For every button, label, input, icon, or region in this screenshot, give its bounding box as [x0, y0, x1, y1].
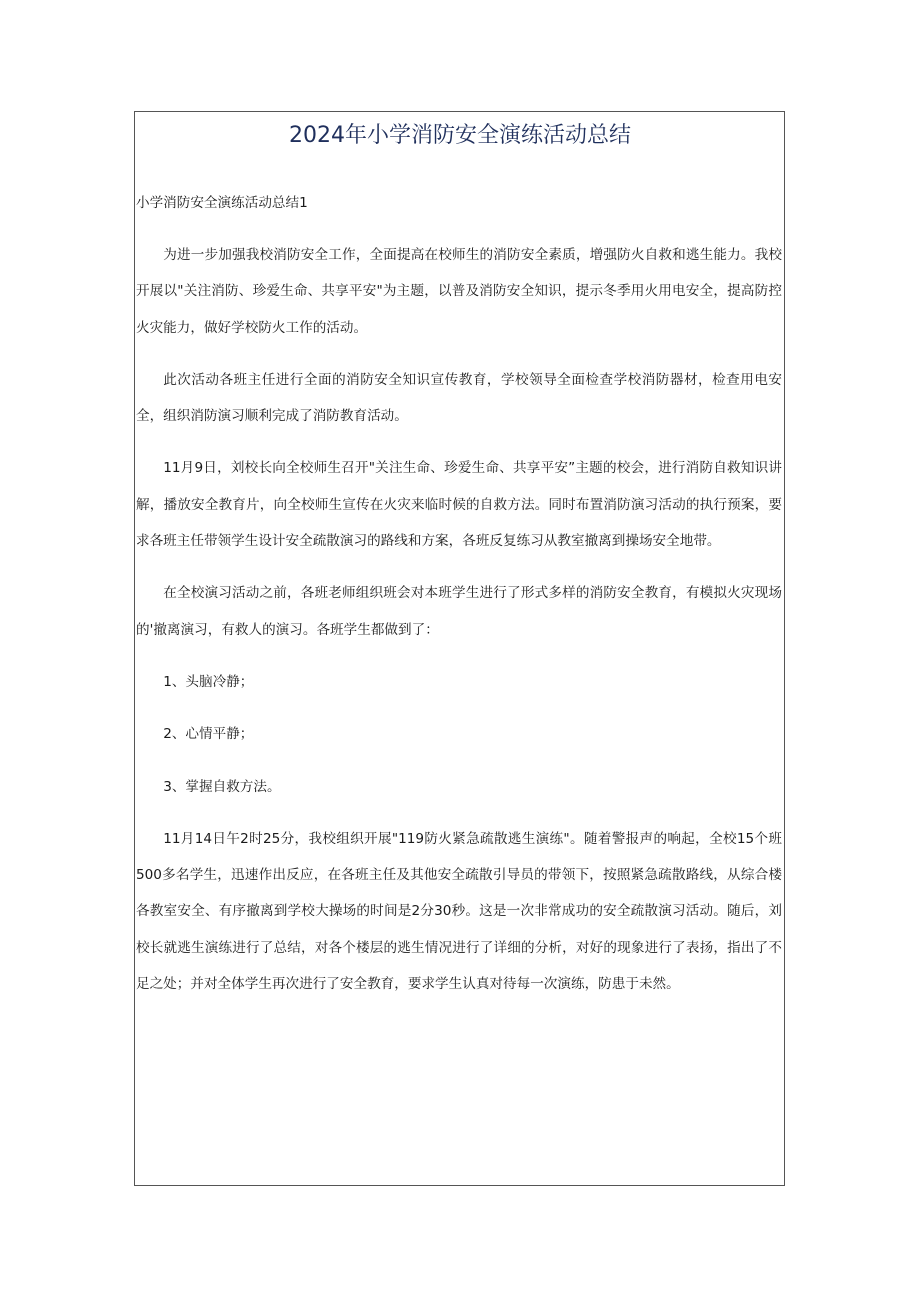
paragraph-drill-summary: 11月14日午2时25分，我校组织开展"119防火紧急疏散逃生演练"。随着警报声的响起，全校15个班500多名学生，迅速作出反应，在各班主任及其他安全疏散引导员的带领下，按照紧急疏散路线，从综合楼各教室安全、有序撤离到学校大操场的时间是2分30秒。这是一次非常成功的安全疏散演习活动。随后，刘校长就逃生演练进行了总结，对各个楼层的逃生情况进行了详细的分析，对好的现象进行了表扬，指出了不足之处；并对全体学生再次进行了安全教育，要求学生认真对待每一次演练，防患于未然。	[136, 830, 782, 993]
spacer	[136, 753, 782, 769]
list-item: 2、心情平静；	[163, 726, 254, 743]
paragraph-school-meeting: 11月9日，刘校长向全校师生召开"关注生命、珍爱生命、共享平安”主题的校会，进行消防自救知识讲解，播放安全教育片，向全校师生宣传在火灾来临时候的自救方法。同时布置消防演习活动的执行预案，要求各班主任带领学生设计安全疏散演习的路线和方案，各班反复练习从教室撤离到操场安全地带。	[136, 460, 782, 550]
spacer	[136, 648, 782, 664]
paragraph-class-education: 在全校演习活动之前，各班老师组织班会对本班学生进行了形式多样的消防安全教育，有模拟火灾现场的'撤离演习，有救人的演习。各班学生都做到了：	[136, 585, 782, 638]
spacer	[136, 559, 782, 575]
document-title: 2024年小学消防安全演练活动总结	[289, 123, 631, 148]
spacer	[136, 805, 782, 821]
list-item: 1、头脑冷静；	[163, 673, 254, 690]
spacer	[136, 220, 782, 237]
paragraph-intro: 为进一步加强我校消防安全工作，全面提高在校师生的消防安全素质，增强防火自救和逃生能力。我校开展以"关注消防、珍爱生命、共享平安"为主题，以普及消防安全知识，提示冬季用火用电安全，提高防控火灾能力，做好学校防火工作的活动。	[136, 247, 782, 336]
section-subheading: 小学消防安全演练活动总结1	[136, 195, 308, 211]
paragraph-activity: 此次活动各班主任进行全面的消防安全知识宣传教育，学校领导全面检查学校消防器材，检查用电安全，组织消防演习顺利完成了消防教育活动。	[136, 371, 782, 425]
document-body	[136, 187, 782, 1002]
spacer	[136, 700, 782, 716]
spacer	[136, 346, 782, 362]
list-item: 3、掌握自救方法。	[163, 778, 281, 795]
spacer	[136, 434, 782, 450]
